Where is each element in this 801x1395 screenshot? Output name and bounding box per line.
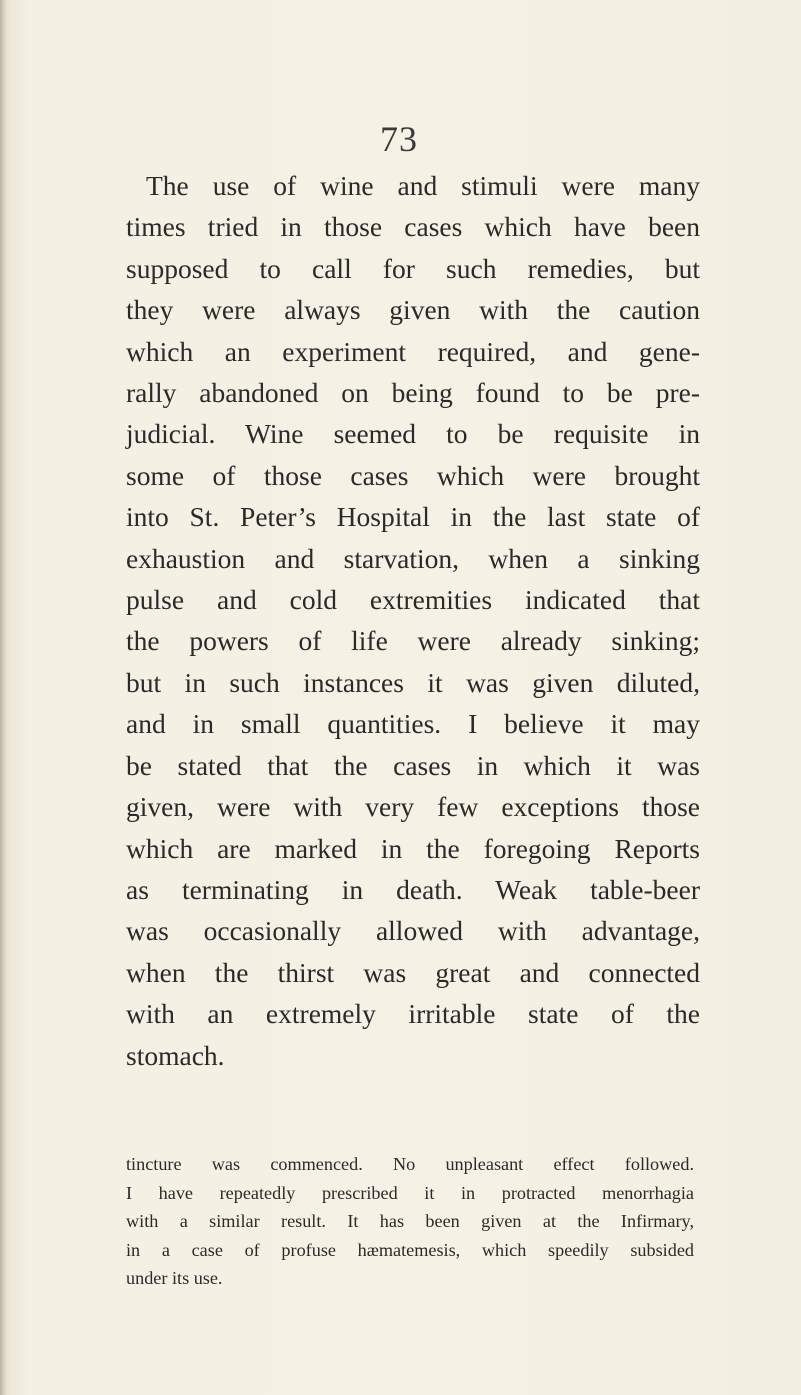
body-line: which an experiment required, and gene- (126, 335, 700, 367)
body-line: and in small quantities. I believe it may (126, 708, 700, 740)
body-line: be stated that the cases in which it was (126, 749, 700, 781)
body-line: rally abandoned on being found to be pre- (126, 377, 700, 409)
body-line: the powers of life were already sinking; (126, 625, 700, 657)
body-line: but in such instances it was given diluted, (126, 666, 700, 698)
page-number: 73 (380, 119, 418, 159)
footnote-line: in a case of profuse hæmatemesis, which speedily subsided (126, 1239, 694, 1260)
footnote (126, 1150, 694, 1293)
body-line: pulse and cold extremities indicated that (126, 584, 700, 616)
body-line: exhaustion and starvation, when a sinking (126, 542, 700, 574)
main-paragraph (126, 165, 700, 1076)
footnote-line: I have repeatedly prescribed it in protracted menorrhagia (126, 1182, 694, 1203)
body-line: stomach. (126, 1039, 225, 1071)
body-line: as terminating in death. Weak table-beer (126, 873, 700, 905)
body-line: with an extremely irritable state of the (126, 998, 700, 1030)
body-line: which are marked in the foregoing Reports (126, 832, 700, 864)
footnote-line: under its use. (126, 1268, 223, 1289)
body-line: given, were with very few exceptions those (126, 791, 700, 823)
footnote-line: with a similar result. It has been given at the Infirmary, (126, 1211, 694, 1232)
body-line: some of those cases which were brought (126, 459, 700, 491)
body-line: was occasionally allowed with advantage, (126, 915, 700, 947)
body-line: when the thirst was great and connected (126, 956, 700, 988)
body-line: The use of wine and stimuli were many (146, 170, 700, 201)
body-line: into St. Peter’s Hospital in the last state of (126, 501, 700, 533)
footnote-line: tincture was commenced. No unpleasant effect followed. (126, 1154, 694, 1174)
body-line: judicial. Wine seemed to be requisite in (126, 418, 700, 450)
body-line: they were always given with the caution (126, 294, 700, 326)
body-line: supposed to call for such remedies, but (126, 252, 700, 284)
body-line: times tried in those cases which have been (126, 211, 700, 243)
page-spine-shadow (0, 0, 6, 1395)
